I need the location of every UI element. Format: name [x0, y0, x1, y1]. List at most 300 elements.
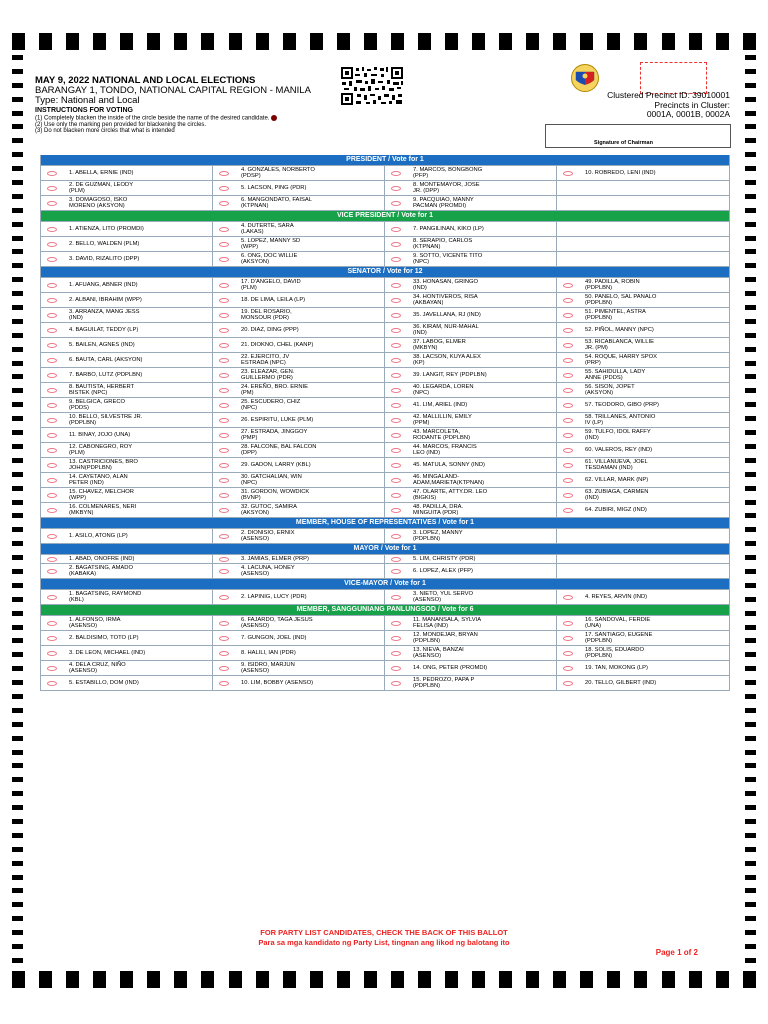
candidate-option[interactable]: [557, 502, 729, 517]
candidate-name: 58. TRILLANES, ANTONIO IV (LP): [585, 414, 656, 426]
candidate-name: 5. LOPEZ, MANNY SD (WPP): [241, 238, 301, 250]
candidate-option[interactable]: [385, 442, 557, 457]
candidate-option[interactable]: [385, 563, 557, 578]
candidate-option[interactable]: [385, 660, 557, 675]
candidate-option[interactable]: [41, 337, 213, 352]
candidate-option[interactable]: [557, 367, 729, 382]
vote-oval[interactable]: [219, 448, 229, 453]
vote-oval[interactable]: [391, 313, 401, 318]
candidate-name: 51. PIMENTEL, ASTRA (PDPLBN): [585, 309, 646, 321]
timing-mark: [745, 902, 756, 907]
vote-oval[interactable]: [219, 478, 229, 483]
timing-mark: [364, 971, 377, 988]
vote-oval[interactable]: [47, 242, 57, 247]
candidate-option[interactable]: [557, 630, 729, 645]
vote-oval[interactable]: [219, 343, 229, 348]
candidate-option[interactable]: [557, 589, 729, 604]
vote-oval[interactable]: [219, 257, 229, 262]
vote-oval[interactable]: [47, 681, 57, 686]
vote-oval[interactable]: [219, 242, 229, 247]
candidate-option[interactable]: [41, 277, 213, 292]
vote-oval[interactable]: [391, 557, 401, 562]
timing-mark: [745, 263, 756, 268]
vote-oval[interactable]: [219, 388, 229, 393]
timing-mark: [12, 875, 23, 880]
vote-oval[interactable]: [563, 493, 573, 498]
vote-oval[interactable]: [563, 171, 573, 176]
candidate-option[interactable]: [385, 615, 557, 630]
vote-oval[interactable]: [391, 666, 401, 671]
timing-mark: [12, 472, 23, 477]
timing-mark: [12, 652, 23, 657]
vote-oval[interactable]: [391, 328, 401, 333]
vote-oval[interactable]: [219, 636, 229, 641]
timing-mark: [12, 763, 23, 768]
vote-oval[interactable]: [219, 328, 229, 333]
candidate-option[interactable]: [557, 660, 729, 675]
vote-oval[interactable]: [219, 313, 229, 318]
candidate-option[interactable]: [385, 487, 557, 502]
candidate-option[interactable]: [41, 589, 213, 604]
candidate-option[interactable]: [213, 427, 385, 442]
candidate-option[interactable]: [213, 337, 385, 352]
vote-oval[interactable]: [563, 666, 573, 671]
candidate-option[interactable]: [557, 292, 729, 307]
candidate-option[interactable]: [557, 675, 729, 690]
candidate-name: 8. HALILI, IAN (PDR): [241, 650, 296, 656]
candidate-option[interactable]: [557, 352, 729, 367]
vote-oval[interactable]: [47, 493, 57, 498]
candidate-name: 38. LACSON, KUYA ALEX (KP): [413, 354, 481, 366]
candidate-option[interactable]: [213, 165, 385, 180]
timing-mark: [745, 55, 756, 60]
vote-oval[interactable]: [563, 448, 573, 453]
vote-oval[interactable]: [391, 373, 401, 378]
timing-mark: [12, 180, 23, 185]
vote-oval[interactable]: [563, 651, 573, 656]
candidate-name: 1. BAGATSING, RAYMOND (KBL): [69, 591, 142, 603]
vote-oval[interactable]: [47, 478, 57, 483]
vote-oval[interactable]: [47, 298, 57, 303]
timing-mark: [283, 33, 296, 50]
vote-oval[interactable]: [391, 388, 401, 393]
vote-oval[interactable]: [47, 313, 57, 318]
candidate-name: 22. EJERCITO, JV ESTRADA (NPC): [241, 354, 290, 366]
timing-mark: [745, 180, 756, 185]
candidate-option[interactable]: [213, 487, 385, 502]
timing-mark: [147, 971, 160, 988]
candidate-option[interactable]: [41, 221, 213, 236]
candidate-option[interactable]: [213, 292, 385, 307]
candidate-option[interactable]: [213, 630, 385, 645]
vote-oval[interactable]: [219, 283, 229, 288]
vote-oval[interactable]: [391, 343, 401, 348]
candidate-option[interactable]: [213, 221, 385, 236]
candidate-option[interactable]: [385, 528, 557, 543]
timing-mark: [39, 971, 52, 988]
vote-oval[interactable]: [563, 595, 573, 600]
vote-oval[interactable]: [391, 227, 401, 232]
candidate-option[interactable]: [41, 307, 213, 322]
vote-oval[interactable]: [47, 569, 57, 574]
vote-oval[interactable]: [391, 257, 401, 262]
candidate-option[interactable]: [41, 630, 213, 645]
vote-oval[interactable]: [391, 298, 401, 303]
candidate-option[interactable]: [385, 472, 557, 487]
vote-oval[interactable]: [563, 388, 573, 393]
vote-oval[interactable]: [219, 557, 229, 562]
candidate-option[interactable]: [385, 322, 557, 337]
timing-mark: [66, 971, 79, 988]
vote-oval[interactable]: [563, 283, 573, 288]
vote-oval[interactable]: [219, 186, 229, 191]
candidate-option[interactable]: [213, 660, 385, 675]
vote-oval[interactable]: [47, 227, 57, 232]
candidate-option[interactable]: [41, 487, 213, 502]
candidate-option[interactable]: [385, 554, 557, 563]
vote-oval[interactable]: [563, 403, 573, 408]
candidate-option[interactable]: [385, 307, 557, 322]
vote-oval[interactable]: [219, 463, 229, 468]
candidate-option[interactable]: [557, 277, 729, 292]
candidate-option[interactable]: [213, 563, 385, 578]
vote-oval[interactable]: [563, 478, 573, 483]
timing-mark: [689, 33, 702, 50]
candidate-name: 1. ATIENZA, LITO (PROMDI): [69, 226, 144, 232]
vote-oval[interactable]: [391, 242, 401, 247]
candidate-option[interactable]: [41, 236, 213, 251]
candidate-option[interactable]: [385, 457, 557, 472]
candidate-option[interactable]: [41, 292, 213, 307]
vote-oval[interactable]: [47, 621, 57, 626]
candidate-name: 12. MONDEJAR, BRYAN (PDPLBN): [413, 632, 478, 644]
vote-oval[interactable]: [563, 433, 573, 438]
timing-mark: [745, 472, 756, 477]
vote-oval[interactable]: [563, 508, 573, 513]
vote-oval[interactable]: [219, 298, 229, 303]
vote-oval[interactable]: [219, 171, 229, 176]
candidate-option[interactable]: [557, 165, 729, 180]
vote-oval[interactable]: [563, 463, 573, 468]
candidate-option[interactable]: [213, 307, 385, 322]
vote-oval[interactable]: [219, 227, 229, 232]
candidate-option[interactable]: [385, 195, 557, 210]
vote-oval[interactable]: [47, 343, 57, 348]
candidate-name: 10. ROBREDO, LENI (IND): [585, 170, 656, 176]
candidate-option[interactable]: [41, 660, 213, 675]
candidate-option[interactable]: [385, 382, 557, 397]
vote-oval[interactable]: [563, 373, 573, 378]
candidate-option[interactable]: [557, 472, 729, 487]
candidate-option[interactable]: [385, 251, 557, 266]
vote-oval[interactable]: [391, 534, 401, 539]
vote-oval[interactable]: [219, 493, 229, 498]
candidate-option[interactable]: [41, 412, 213, 427]
timing-mark: [499, 33, 512, 50]
timing-mark: [12, 430, 23, 435]
candidate-name: 1. ABAD, ONOFRE (IND): [69, 556, 135, 562]
candidate-option[interactable]: [213, 589, 385, 604]
candidate-option[interactable]: [557, 615, 729, 630]
vote-oval[interactable]: [391, 651, 401, 656]
vote-oval[interactable]: [219, 433, 229, 438]
candidate-option[interactable]: [213, 472, 385, 487]
vote-oval[interactable]: [391, 358, 401, 363]
vote-oval[interactable]: [47, 463, 57, 468]
timing-mark: [745, 388, 756, 393]
vote-oval[interactable]: [391, 621, 401, 626]
vote-oval: [563, 569, 573, 574]
candidate-option[interactable]: [385, 645, 557, 660]
vote-oval[interactable]: [47, 557, 57, 562]
candidate-option[interactable]: [385, 589, 557, 604]
vote-oval[interactable]: [391, 595, 401, 600]
vote-oval[interactable]: [47, 636, 57, 641]
vote-oval[interactable]: [219, 569, 229, 574]
candidate-option[interactable]: [213, 277, 385, 292]
vote-oval[interactable]: [391, 463, 401, 468]
candidate-option[interactable]: [41, 528, 213, 543]
candidate-option[interactable]: [385, 337, 557, 352]
candidate-name: 29. GADON, LARRY (KBL): [241, 462, 311, 468]
vote-oval[interactable]: [391, 171, 401, 176]
vote-oval[interactable]: [47, 201, 57, 206]
timing-mark: [745, 611, 756, 616]
vote-oval[interactable]: [219, 358, 229, 363]
candidate-option[interactable]: [385, 180, 557, 195]
candidate-option[interactable]: [41, 427, 213, 442]
candidate-option[interactable]: [41, 615, 213, 630]
timing-mark: [745, 83, 756, 88]
candidate-option[interactable]: [41, 442, 213, 457]
candidate-option[interactable]: [213, 397, 385, 412]
candidate-name: 55. SAHIDULLA, LADY ANNE (PDDS): [585, 369, 646, 381]
candidate-option[interactable]: [41, 397, 213, 412]
vote-oval[interactable]: [47, 418, 57, 423]
vote-oval[interactable]: [47, 186, 57, 191]
candidate-option[interactable]: [41, 472, 213, 487]
candidate-option[interactable]: [385, 412, 557, 427]
vote-oval[interactable]: [563, 328, 573, 333]
timing-mark: [93, 971, 106, 988]
vote-oval[interactable]: [219, 418, 229, 423]
candidate-option[interactable]: [41, 645, 213, 660]
vote-oval[interactable]: [219, 621, 229, 626]
vote-oval[interactable]: [47, 328, 57, 333]
candidate-name: 8. MONTEMAYOR, JOSE JR. (DPP): [413, 182, 480, 194]
candidate-option[interactable]: [41, 180, 213, 195]
candidate-option[interactable]: [213, 412, 385, 427]
candidate-name: 48. PADILLA, DRA. MINGUITA (PDR): [413, 504, 464, 516]
candidate-option[interactable]: [213, 675, 385, 690]
vote-oval[interactable]: [563, 681, 573, 686]
vote-oval[interactable]: [47, 171, 57, 176]
candidate-option[interactable]: [213, 322, 385, 337]
candidate-option[interactable]: [213, 615, 385, 630]
candidate-option[interactable]: [385, 236, 557, 251]
candidate-option[interactable]: [213, 382, 385, 397]
candidate-option[interactable]: [213, 236, 385, 251]
candidate-option[interactable]: [385, 221, 557, 236]
candidate-option[interactable]: [557, 382, 729, 397]
timing-mark: [745, 277, 756, 282]
candidate-option[interactable]: [557, 487, 729, 502]
vote-oval[interactable]: [47, 373, 57, 378]
vote-oval[interactable]: [47, 508, 57, 513]
vote-oval[interactable]: [391, 433, 401, 438]
candidate-option[interactable]: [385, 502, 557, 517]
candidate-name: 16. COLMENARES, NERI (MKBYN): [69, 504, 137, 516]
candidate-option[interactable]: [213, 195, 385, 210]
vote-oval[interactable]: [219, 651, 229, 656]
candidate-name: 18. SOLIS, EDUARDO (PDPLBN): [585, 647, 644, 659]
candidate-option[interactable]: [557, 397, 729, 412]
vote-oval[interactable]: [47, 283, 57, 288]
candidate-option[interactable]: [41, 554, 213, 563]
candidate-option[interactable]: [213, 180, 385, 195]
timing-mark: [310, 33, 323, 50]
candidate-option[interactable]: [385, 352, 557, 367]
timing-mark: [745, 111, 756, 116]
vote-oval[interactable]: [219, 595, 229, 600]
candidate-option[interactable]: [213, 367, 385, 382]
vote-oval[interactable]: [219, 534, 229, 539]
timing-mark: [12, 222, 23, 227]
vote-oval[interactable]: [47, 534, 57, 539]
candidate-name: 17. SANTIAGO, EUGENE (PDPLBN): [585, 632, 653, 644]
timing-mark: [120, 33, 133, 50]
vote-oval[interactable]: [563, 358, 573, 363]
candidate-option[interactable]: [213, 251, 385, 266]
candidate-option[interactable]: [41, 352, 213, 367]
candidate-option[interactable]: [41, 322, 213, 337]
vote-oval[interactable]: [391, 478, 401, 483]
candidate-option[interactable]: [213, 645, 385, 660]
candidate-option[interactable]: [557, 442, 729, 457]
candidate-option[interactable]: [557, 427, 729, 442]
candidate-option[interactable]: [213, 528, 385, 543]
candidate-option[interactable]: [213, 457, 385, 472]
candidate-option[interactable]: [557, 645, 729, 660]
instructions-title: INSTRUCTIONS FOR VOTING: [35, 107, 133, 114]
timing-mark: [745, 694, 756, 699]
candidate-option[interactable]: [557, 337, 729, 352]
vote-oval[interactable]: [47, 358, 57, 363]
candidate-option[interactable]: [41, 195, 213, 210]
vote-oval[interactable]: [47, 651, 57, 656]
timing-mark: [553, 971, 566, 988]
candidate-option[interactable]: [41, 251, 213, 266]
candidate-option[interactable]: [41, 502, 213, 517]
vote-oval[interactable]: [391, 569, 401, 574]
contest-header: VICE-MAYOR / Vote for 1: [41, 579, 729, 589]
candidate-option[interactable]: [557, 412, 729, 427]
timing-mark: [12, 708, 23, 713]
candidate-option[interactable]: [41, 563, 213, 578]
vote-oval: [563, 227, 573, 232]
candidate-option[interactable]: [213, 554, 385, 563]
candidate-option[interactable]: [385, 630, 557, 645]
vote-oval[interactable]: [219, 403, 229, 408]
candidate-name: 1. ALFONSO, IRMA (ASENSO): [69, 617, 121, 629]
candidate-option[interactable]: [385, 277, 557, 292]
vote-oval[interactable]: [47, 448, 57, 453]
candidate-option[interactable]: [385, 165, 557, 180]
vote-oval[interactable]: [391, 186, 401, 191]
vote-oval[interactable]: [391, 508, 401, 513]
candidate-option[interactable]: [213, 502, 385, 517]
timing-mark: [256, 971, 269, 988]
candidate-option[interactable]: [41, 382, 213, 397]
candidate-option[interactable]: [385, 367, 557, 382]
candidate-option[interactable]: [385, 427, 557, 442]
candidate-option[interactable]: [213, 352, 385, 367]
candidate-option[interactable]: [385, 292, 557, 307]
vote-oval[interactable]: [391, 448, 401, 453]
candidate-name: 44. MARCOS, FRANCIS LEO (IND): [413, 444, 477, 456]
vote-oval[interactable]: [563, 313, 573, 318]
timing-mark: [12, 638, 23, 643]
vote-oval[interactable]: [219, 373, 229, 378]
candidate-name: 15. PEDROZO, PAPA P (PDPLBN): [413, 677, 475, 689]
timing-mark: [418, 971, 431, 988]
candidate-option[interactable]: [385, 675, 557, 690]
candidate-option[interactable]: [41, 165, 213, 180]
candidate-option[interactable]: [557, 307, 729, 322]
vote-oval[interactable]: [219, 666, 229, 671]
candidate-name: 43. MARCOLETA, RODANTE (PDPLBN): [413, 429, 471, 441]
vote-oval[interactable]: [47, 388, 57, 393]
candidate-option[interactable]: [385, 397, 557, 412]
vote-oval[interactable]: [47, 257, 57, 262]
candidate-option[interactable]: [41, 675, 213, 690]
vote-oval[interactable]: [47, 403, 57, 408]
candidate-option[interactable]: [557, 322, 729, 337]
vote-oval[interactable]: [563, 418, 573, 423]
timing-mark: [745, 791, 756, 796]
vote-oval[interactable]: [391, 403, 401, 408]
timing-mark: [745, 416, 756, 421]
candidate-option[interactable]: [557, 457, 729, 472]
timing-mark: [580, 33, 593, 50]
candidate-name: 63. ZUBIAGA, CARMEN (IND): [585, 489, 649, 501]
vote-oval[interactable]: [391, 681, 401, 686]
vote-oval[interactable]: [563, 343, 573, 348]
vote-oval[interactable]: [391, 493, 401, 498]
vote-oval[interactable]: [47, 433, 57, 438]
candidate-name: 4. REYES, ARVIN (IND): [585, 594, 648, 600]
vote-oval[interactable]: [563, 636, 573, 641]
vote-oval[interactable]: [391, 201, 401, 206]
vote-oval[interactable]: [391, 283, 401, 288]
clustered-precinct-id: Clustered Precinct ID: 39010001: [607, 90, 730, 100]
candidate-option[interactable]: [41, 367, 213, 382]
vote-oval[interactable]: [391, 636, 401, 641]
vote-oval[interactable]: [219, 201, 229, 206]
vote-oval[interactable]: [219, 681, 229, 686]
candidate-option[interactable]: [41, 457, 213, 472]
vote-oval[interactable]: [391, 418, 401, 423]
ballot-contests: [40, 155, 730, 691]
vote-oval[interactable]: [563, 621, 573, 626]
vote-oval[interactable]: [563, 298, 573, 303]
timing-mark: [745, 888, 756, 893]
vote-oval[interactable]: [47, 595, 57, 600]
candidate-option[interactable]: [213, 442, 385, 457]
timing-mark: [445, 33, 458, 50]
vote-oval[interactable]: [219, 508, 229, 513]
vote-oval[interactable]: [47, 666, 57, 671]
